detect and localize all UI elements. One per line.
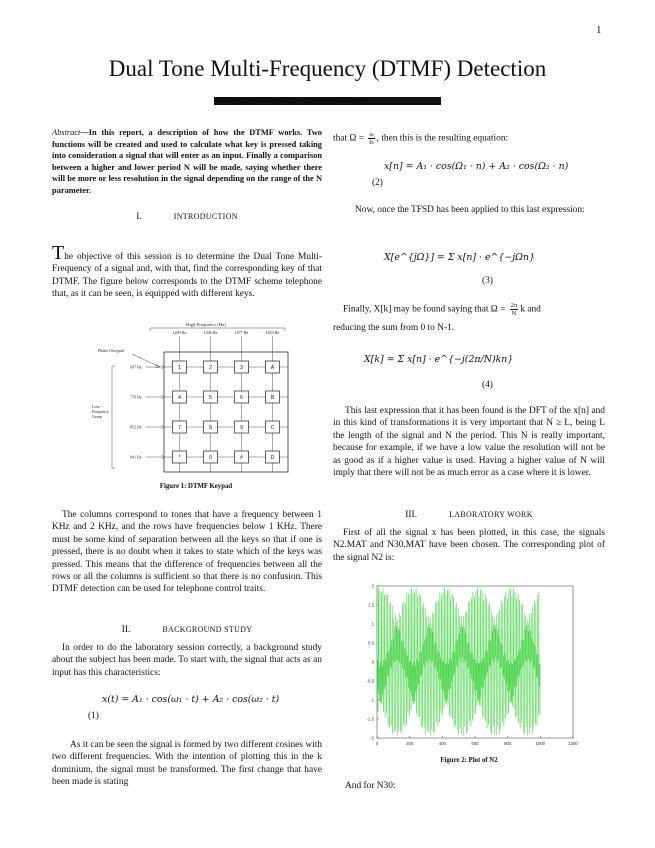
right-paragraph-4: First of all the signal x has been plotted, in this case, the signals N2.MAT and N30.MAT have been chosen. The corresponding plot of the signal N2 is: [333,528,605,563]
y-tick-label: -0.5 [366,678,374,684]
section-number: I. [136,212,142,222]
abstract-text: —In this report, a description of how the DTMF works. Two functions will be created and used to calculate what key is pressed taking into consideration a signal that will enter as an input. Finally a comparison between a higher and lower period N will be made, saying whether there will be more or less resolution in the signal depending on the range of the N parameter. [52,128,322,195]
x-tick-label: 1200 [568,741,578,746]
keypad-label: Phone's Keypad [98,348,124,353]
row-frequency-label: 941 Hz [130,454,142,460]
dft-definition-end: k and [520,304,541,315]
x-tick-label: 1000 [535,741,546,746]
y-tick-label: -1 [370,697,374,703]
figure-1-caption: Figure 1: DTMF Keypad [159,483,233,490]
y-tick-label: 0 [371,659,374,665]
column-frequency-label: 1633 Hz [265,330,280,335]
figure-dtmf-keypad [88,318,304,490]
key-label: 5 [209,394,212,401]
intro-paragraph-1 [52,242,322,301]
row-frequency-label: 770 Hz [130,394,142,400]
y-tick-label: -2 [370,735,374,741]
key-label: # [240,454,243,461]
background-paragraph-1: In order to do the laboratory session correctly, a background study about the subject has been made. To start with, the signal that acts as an input has this characteristics: [52,643,322,678]
equation-3: X[e^{jΩ}] = Σ x[n] · e^{−jΩn} [384,252,535,263]
key-label: D [270,454,275,461]
right-paragraph-2-line-2: reducing the sum from 0 to N-1. [333,323,455,333]
equation-4: X[k] = Σ x[n] · e^{−j(2π/N)kn} [364,354,514,365]
section-title: BACKGROUND STUDY [162,625,253,634]
section-title: LABORATORY WORK [449,510,533,519]
column-frequency-label: 1336 Hz [203,330,218,335]
dft-definition-start: Finally, X[k] may be found saying that Ω = [343,304,506,315]
fraction-numerator: ω [369,131,374,138]
fraction-denominator: fs [369,139,374,146]
key-label: A [270,364,275,371]
x-tick-label: 0 [375,741,379,746]
equation-1: x(t) = A₁ · cos(ω₁ · t) + A₂ · cos(ω₂ · t) [102,694,280,705]
right-paragraph-0 [333,131,605,146]
y-tick-label: 2 [371,583,374,589]
omega-definition-end: , then this is the resulting equation: [376,133,509,144]
low-frequency-label-3: Group [92,414,103,419]
column-frequency-label: 1209 Hz [172,330,187,335]
column-frequency-label: 1477 Hz [234,330,249,335]
equation-1-number: (1) [88,711,99,721]
n2-line-chart [355,578,583,754]
key-label: 6 [240,394,243,401]
equation-2: x[n] = A₁ · cos(Ω₁ · n) + A₂ · cos(Ω₂ · n) [384,161,569,172]
key-label: 9 [240,424,243,431]
background-paragraph-2: As it can be seen the signal is formed by two different cosines with two different frequencies. With the intention of plotting this in the k dominium, the signal must be transformed. The first change that have been made is stating [52,740,322,788]
x-tick-label: 400 [438,741,446,746]
dft-fraction [510,302,519,317]
key-label: 4 [178,394,181,401]
key-label: 1 [178,364,181,371]
intro-paragraph-2: The columns correspond to tones that have a frequency between 1 KHz and 2 KHz, and the rows have frequencies below 1 KHz. There must be some kind of separation between all the keys so that if one is pressed, there is no doubt when it takes to state which of the keys was pressed. This means that the difference of frequencies between all the rows or all the columns is sufficient so that there is no confusion. This DTMF detection can be used for telephone control traits. [52,510,322,595]
section-heading-introduction [52,212,322,222]
dtmf-keypad-diagram [88,318,304,476]
x-tick-label: 800 [504,741,512,746]
abstract-label: Abstract [52,128,81,137]
omega-definition-start: that Ω = [333,133,364,144]
equation-3-number: (3) [482,276,493,286]
row-frequency-label: 697 Hz [130,364,142,370]
key-label: 8 [209,424,212,431]
x-tick-label: 600 [471,741,479,746]
fraction-numerator: 2π [510,302,518,309]
key-label: * [178,454,181,461]
omega-fraction [368,131,374,146]
right-paragraph-3: This last expression that it has been found is the DFT of the x[n] and in this kind of transformations it is very important that N ≥ L, being L the length of the signal and N the period. This N is really important, because for example, if we have a low value the resolution will not be as good as if a higher value is used. Having a higher value of N will imply that there will not be as much error as a case where it is lower. [333,406,605,479]
key-label: 2 [209,364,212,371]
key-label: B [270,394,275,401]
abstract [52,127,322,196]
y-tick-label: 1 [371,621,374,627]
fraction-denominator: N [511,310,517,317]
author-line: Author Name, Institution, City, Country, email address [214,97,441,105]
paper-title: Dual Tone Multi-Frequency (DTMF) Detection [108,56,547,81]
row-frequency-label: 852 Hz [130,424,142,430]
section-title: INTRODUCTION [173,212,238,221]
intro-text-1: he objective of this session is to determine the Dual Tone Multi-Frequency of a signal and, with that, find the corresponding key of that DTMF. The figure below corresponds to the DTMF scheme telephone that, as it can be seen, is equipped with different keys. [52,252,322,300]
y-tick-label: 0.5 [368,640,374,646]
high-frequency-label: High-Frequency (Hz) [186,322,226,327]
x-tick-label: 200 [406,741,414,746]
drop-cap: T [52,242,65,264]
equation-2-number: (2) [372,178,383,188]
low-frequency-label-2: Frequency [92,409,109,414]
section-number: II. [121,625,131,635]
key-label: 3 [240,364,243,371]
y-tick-label: 1.5 [368,602,374,608]
right-paragraph-1: Now, once the TFSD has been applied to this last expression: [355,205,585,215]
key-label: 7 [178,424,181,431]
figure-n2-plot [355,578,583,764]
y-tick-label: -1.5 [366,716,374,722]
equation-4-number: (4) [482,380,493,390]
key-label: 0 [209,454,212,461]
section-heading-lab [333,510,605,520]
key-label: C [270,424,275,431]
right-paragraph-2 [343,302,605,317]
section-number: III. [405,510,418,520]
low-frequency-label-1: Low- [92,404,101,409]
right-paragraph-5: And for N30: [345,781,396,791]
figure-2-caption: Figure 2: Plot of N2 [440,757,498,764]
section-heading-background [52,625,322,635]
page-number: 1 [596,24,602,36]
